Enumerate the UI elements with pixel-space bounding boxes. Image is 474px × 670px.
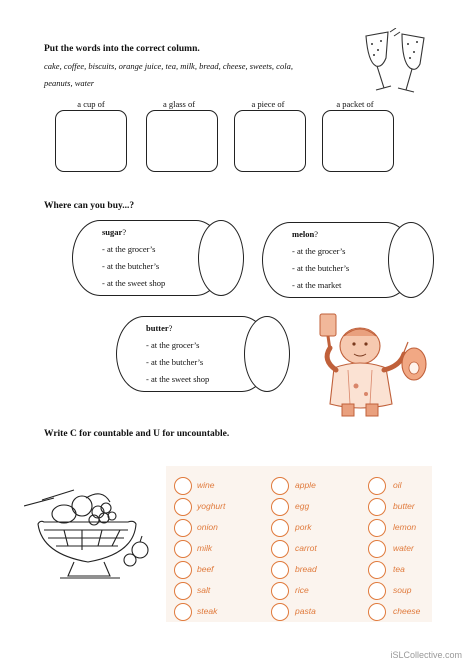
answer-circle-wine[interactable] — [174, 477, 192, 495]
answer-circle-egg[interactable] — [271, 498, 289, 516]
column-label-glass: a glass of — [162, 99, 196, 109]
answer-circle-butter[interactable] — [368, 498, 386, 516]
cylinder-butter — [116, 316, 290, 392]
word-soup: soup — [393, 585, 412, 595]
word-onion: onion — [197, 522, 218, 532]
question-line — [146, 320, 209, 337]
section3-instruction: Write C for countable and U for uncountable. — [44, 429, 230, 439]
answer-circle-salt[interactable] — [174, 582, 192, 600]
word-lemon: lemon — [393, 522, 417, 532]
column-label-cup: a cup of — [77, 99, 105, 109]
answer-circle-apple[interactable] — [271, 477, 289, 495]
word-wine: wine — [197, 480, 215, 490]
option-line[interactable]: - at the butcher’s — [146, 357, 204, 367]
cylinder-text — [146, 320, 209, 388]
answer-circle-water[interactable] — [368, 540, 386, 558]
option-line[interactable]: - at the sweet shop — [146, 374, 210, 384]
answer-box-piece[interactable] — [234, 110, 306, 172]
cylinder-cap — [388, 222, 434, 298]
word-water: water — [393, 543, 414, 553]
cylinder-melon — [262, 222, 434, 298]
answer-circle-bread[interactable] — [271, 561, 289, 579]
option-line[interactable]: - at the butcher’s — [292, 263, 350, 273]
word-egg: egg — [295, 501, 310, 511]
word-apple: apple — [295, 480, 316, 490]
answer-box-glass[interactable] — [146, 110, 218, 172]
section1-instruction: Put the words into the correct column. — [44, 44, 200, 54]
answer-circle-tea[interactable] — [368, 561, 386, 579]
cylinder-sugar — [72, 220, 244, 296]
answer-circle-beef[interactable] — [174, 561, 192, 579]
watermark: iSLCollective.com — [390, 650, 462, 660]
answer-box-packet[interactable] — [322, 110, 394, 172]
answer-circle-steak[interactable] — [174, 603, 192, 621]
question-mark: ? — [314, 229, 318, 239]
cylinder-text — [292, 226, 349, 294]
question-item: melon — [292, 229, 315, 239]
answer-box-cup[interactable] — [55, 110, 127, 172]
question-line — [102, 224, 165, 241]
option-line[interactable]: - at the grocer’s — [292, 246, 346, 256]
answer-circle-onion[interactable] — [174, 519, 192, 537]
answer-circle-oil[interactable] — [368, 477, 386, 495]
option-line[interactable]: - at the market — [292, 280, 342, 290]
word-tea: tea — [393, 564, 405, 574]
question-item: butter — [146, 323, 169, 333]
answer-circle-carrot[interactable] — [271, 540, 289, 558]
answer-circle-cheese[interactable] — [368, 603, 386, 621]
word-milk: milk — [197, 543, 213, 553]
option-line[interactable]: - at the sweet shop — [102, 278, 166, 288]
word-cheese: cheese — [393, 606, 421, 616]
section2-instruction: Where can you buy...? — [44, 201, 135, 211]
word-bread: bread — [295, 564, 317, 574]
answer-circle-rice[interactable] — [271, 582, 289, 600]
option-line[interactable]: - at the grocer’s — [146, 340, 200, 350]
cylinder-cap — [244, 316, 290, 392]
section1-words-line1: cake, coffee, biscuits, orange juice, tea, milk, bread, cheese, sweets, cola, — [44, 61, 293, 71]
word-steak: steak — [197, 606, 218, 616]
champagne-glasses-icon — [360, 28, 432, 100]
butcher-icon — [300, 308, 440, 420]
word-pasta: pasta — [295, 606, 316, 616]
answer-circle-pork[interactable] — [271, 519, 289, 537]
answer-circle-lemon[interactable] — [368, 519, 386, 537]
answer-circle-soup[interactable] — [368, 582, 386, 600]
option-line[interactable]: - at the grocer’s — [102, 244, 156, 254]
column-label-packet: a packet of — [336, 99, 374, 109]
word-pork: pork — [295, 522, 312, 532]
column-label-piece: a piece of — [251, 99, 285, 109]
cylinder-cap — [198, 220, 244, 296]
word-carrot: carrot — [295, 543, 317, 553]
word-butter: butter — [393, 501, 415, 511]
answer-circle-yoghurt[interactable] — [174, 498, 192, 516]
word-yoghurt: yoghurt — [197, 501, 226, 511]
word-salt: salt — [197, 585, 211, 595]
cylinder-text — [102, 224, 165, 292]
answer-circle-milk[interactable] — [174, 540, 192, 558]
fruit-bowl-icon — [24, 478, 164, 590]
question-mark: ? — [122, 227, 127, 237]
word-rice: rice — [295, 585, 309, 595]
word-oil: oil — [393, 480, 402, 490]
question-mark: ? — [168, 323, 173, 333]
answer-circle-pasta[interactable] — [271, 603, 289, 621]
question-line — [292, 226, 349, 243]
option-line[interactable]: - at the butcher’s — [102, 261, 160, 271]
word-beef: beef — [197, 564, 214, 574]
section1-words-line2: peanuts, water — [44, 78, 95, 88]
question-item: sugar — [102, 227, 123, 237]
